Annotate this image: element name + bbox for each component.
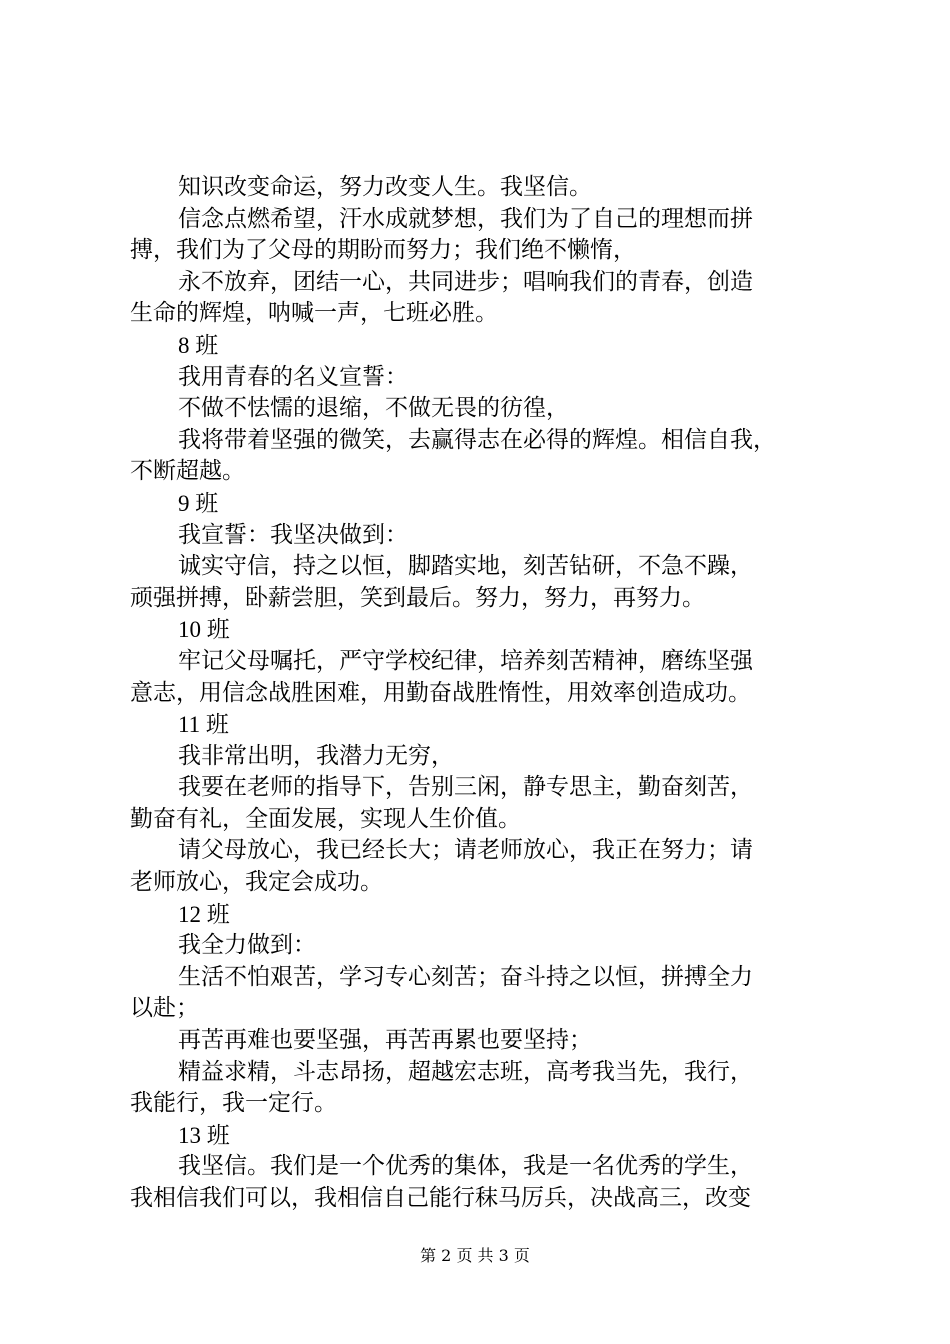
- paragraph-line: 勤奋有礼，全面发展，实现人生价值。: [130, 805, 521, 832]
- class-heading: 10 班: [178, 617, 230, 643]
- paragraph-line: 老师放心，我定会成功。: [130, 869, 383, 896]
- document-body: [130, 172, 830, 1215]
- paragraph-line: 我能行，我一定行。: [130, 1090, 337, 1117]
- paragraph-line: 我全力做到：: [178, 932, 316, 959]
- paragraph-line: 我用青春的名义宣誓：: [178, 363, 408, 390]
- paragraph-line: 精益求精，斗志昂扬，超越宏志班，高考我当先，我行，: [178, 1058, 753, 1085]
- paragraph-line: 我坚信。我们是一个优秀的集体，我是一名优秀的学生，: [178, 1153, 753, 1180]
- paragraph-line: 知识改变命运，努力改变人生。我坚信。: [178, 174, 592, 200]
- class-heading: 12 班: [178, 901, 230, 927]
- class-heading: 9 班: [178, 490, 219, 516]
- paragraph-line: 我将带着坚强的微笑，去赢得志在必得的辉煌。相信自我，: [178, 426, 776, 453]
- paragraph-line: 我相信我们可以，我相信自己能行秣马厉兵，决战高三，改变: [130, 1185, 751, 1211]
- paragraph-line: 我非常出明，我潜力无穷，: [178, 742, 454, 769]
- paragraph-line: 诚实守信，持之以恒，脚踏实地，刻苦钻研，不急不躁，: [178, 553, 753, 580]
- class-heading: 11 班: [178, 712, 229, 738]
- paragraph-line: 永不放弃，团结一心，共同进步；唱响我们的青春，创造: [178, 268, 753, 295]
- paragraph-line: 牢记父母嘱托，严守学校纪律，培养刻苦精神，磨练坚强: [178, 647, 753, 674]
- paragraph-line: 再苦再难也要坚强，再苦再累也要坚持；: [178, 1027, 592, 1054]
- class-heading: 13 班: [178, 1122, 230, 1148]
- class-heading: 8 班: [178, 332, 219, 358]
- paragraph-line: 生命的辉煌，呐喊一声，七班必胜。: [130, 300, 498, 327]
- paragraph-line: 搏，我们为了父母的期盼而努力；我们绝不懒惰，: [130, 237, 636, 264]
- page-footer: 第 2 页 共 3 页: [420, 1246, 530, 1265]
- paragraph-line: 意志，用信念战胜困难，用勤奋战胜惰性，用效率创造成功。: [130, 679, 751, 706]
- paragraph-line: 不做不怯懦的退缩，不做无畏的彷徨，: [178, 395, 569, 422]
- paragraph-line: 我要在老师的指导下，告别三闲，静专思主，勤奋刻苦，: [178, 774, 753, 801]
- paragraph-line: 生活不怕艰苦，学习专心刻苦；奋斗持之以恒，拼搏全力: [178, 963, 753, 990]
- paragraph-line: 以赴；: [130, 995, 199, 1022]
- paragraph-line: 请父母放心，我已经长大；请老师放心，我正在努力；请: [178, 837, 753, 864]
- paragraph-line: 我宣誓：我坚决做到：: [178, 521, 408, 548]
- paragraph-line: 顽强拼搏，卧薪尝胆，笑到最后。努力，努力，再努力。: [130, 584, 705, 611]
- paragraph-line: 不断超越。: [130, 458, 245, 485]
- paragraph-line: 信念点燃希望，汗水成就梦想，我们为了自己的理想而拼: [178, 205, 753, 232]
